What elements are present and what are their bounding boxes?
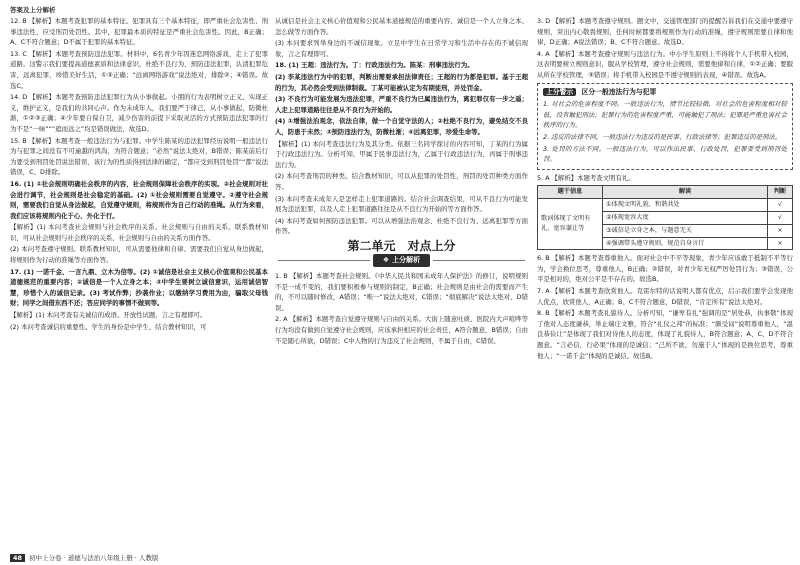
page-number: 48	[10, 554, 25, 562]
table-mark: √	[768, 211, 793, 224]
answer-18-4: (4) ①增强法治观念，依法自律，做一个自觉守法的人；②杜绝不良行为，避免结交不良人，防患于未然；③预防违法行为，防微杜渐；④远离犯罪，珍爱生命等。	[275, 117, 528, 136]
table-header-row	[538, 186, 793, 199]
unit2-answer-1: 1. B 【解析】本题考查社会规则。《中华人民共和国未成年人保护法》的修订，说明规则不是一成不变的，我们要积极参与规则的制定，B正确；社会规则是由社会的需要而产生的，不可以随时修改，A错误；“唯一”说法太绝对，C错误；“彻底解决”说法太绝对，D错误。	[275, 272, 528, 312]
warning-title	[543, 87, 787, 98]
analysis-table	[537, 185, 793, 250]
column-right	[537, 16, 793, 362]
warning-line-3: 3. 处罚的方法不同。一般违法行为，可以作出民事、行政处罚，犯罪要受到刑罚处罚。	[543, 144, 787, 164]
header-label: 答案及上分解析	[10, 6, 56, 14]
answer-18-3: (3) 不良行为可能发展为违法犯罪，严重不良行为已属违法行为，离犯罪仅有一步之遥；人走上犯罪道路往往是从不良行为开始的。	[275, 95, 528, 114]
column-left	[10, 16, 268, 333]
bookmark-icon: ❖	[382, 256, 390, 265]
analysis-18-1: 【解析】(1) 本问考查违法行为及其分类。依据三名同学探讨的内容可知，丁某的行为属于行政违法行为。分析可知，甲属于民事违法行为，乙属于行政违法行为，丙属于刑事违法行为。	[275, 139, 528, 169]
answer-12: 12. B 【解析】本题考查犯罪的基本特征。犯罪具有三个基本特征，即严重社会危害性、刑事违法性、应受刑罚处罚性。其中，犯罪最本质的特征是严重社会危害性。因此，B正确；A、C不符合题意；D不属于犯罪的基本特征。	[10, 17, 268, 47]
answer-17: 17. (1) 一诺千金、一言九鼎、立木为信等。(2) ①诚信是社会主义核心价值观和公民基本道德规范的重要内容；②诚信是一个人立身之本；③中学生要树立诚信意识，运用诚信智慧，珍惜个人的诚信记录。(3) 考试作弊；抄袭作业；以缴纳学习费用为由，骗取父母钱财；同学之间借东西不还；答应同学的事情不做到等。	[10, 267, 268, 308]
answer-13: 13. C 【解析】本题考查预防违法犯罪。材料中，6名青少年因迷恋网络游戏，走上了犯罪道路。这警示我们要提高道德素质和法律意识，杜绝不良行为，预防违法犯罪，认清犯罪危害，远离犯罪，珍惜美好生活，①③正确；“远离网络游戏”说法绝对，排除②；④错误。故选C。	[10, 49, 268, 90]
table-row	[538, 199, 793, 212]
unit2-answer-2: 2. A 【解析】本题考查自觉遵守规则与自由的关系。大街上随意吐痰、医院内大声喧哗等行为均没有做到自觉遵守社会规则，应该承担相应的社会责任，A符合题意，B错误；自由不是随心所欲，D错误；C中人物的行为违反了社会规则，不属于自由，C错误。	[275, 315, 528, 345]
banner-label: 上分解析	[392, 256, 421, 265]
table-mark: ×	[768, 224, 793, 237]
warning-box	[537, 83, 793, 170]
analysis-17-cont: 从诚信是社会主义核心价值观和公民基本道德规范的重要内容、诚信是一个人立身之本、怎么做等方面作答。	[275, 17, 528, 36]
unit2-answer-8: 8. B 【解析】本题考查礼貌待人。分析可知，“谦卑有礼”强调的是“居处恭，执事敬”体现了他对人态度谦恭，举止端庄文雅，符合“礼仪之邦”的标准；“颇受词”说明尊重他人，“温良恭俭让”是体现了我们对待他人的态度，体现了礼貌待人，B符合题意；A、C、D不符合题意。“言必信，行必果”体现的是诚信；“己所不欲，勿施于人”体现的是换位思考，尊重他人；“一诺千金”体现的是诚信。故选B。	[537, 309, 793, 360]
table-cell: ④强调带头遵守规则，规范自身言行	[603, 237, 768, 250]
unit2-answer-6: 6. B 【解析】本题考查尊重他人。面对社会中不平等现象，青少年应该敢于抵制不平等行为，学会换位思考，尊重他人，B正确；②错误，对青少年无权严厉处罚行为；③错误，公平是相对的，绝对公平是不存在的。故选B。	[537, 254, 793, 284]
section-banner	[275, 254, 528, 267]
warning-heading: 区分一般违法行为与犯罪	[581, 87, 657, 96]
analysis-17-2: (2) 本问考查诚信的重要性。学生的身份是中学生，结合教材知识，可	[10, 322, 207, 331]
analysis-17-3: (3) 本问要求列举身边的不诚信现象。立足中学生在日常学习和生活中存在的不诚信现象，言之有理即可。	[275, 39, 528, 58]
table-cell: ②体现宽容大度	[603, 211, 768, 224]
answer-15: 15. B 【解析】本题考查一般违法行为与犯罪。中学生陈某的违法犯罪经历说明一般违法行为与犯罪之间没有不可逾越的鸿沟，为符合题意；“必然”说法太绝对，B错误；陈某前后行为要受到刑罚处罚说法错误，该行为的性质得到法律的确定，“都应受到刑罚处罚”“都”说法错误，C、D排除。	[10, 136, 268, 177]
banner-rule-right	[433, 260, 525, 261]
analysis-16-2: (2) 本问考查遵守规则。联系教材知识，可从需要他律和自律、需要我们自觉从身边做起，将规则作为行动的准绳等方面作答。	[10, 245, 268, 265]
table-topic-cell: 歌词体现了文明有礼、宽容谦让等	[538, 199, 603, 250]
table-header: 判断	[768, 186, 793, 199]
table-cell: ①体现文明礼貌、和谐共处	[603, 199, 768, 212]
column-middle	[275, 16, 528, 347]
unit2-answer-5: 5. A 【解析】本题考查文明有礼。	[537, 173, 635, 182]
warning-badge: 上分警示	[543, 88, 576, 96]
banner-label-box	[373, 254, 430, 267]
footer-title: 初中上分卷 · 道德与法治八年级上册 · 人教版	[29, 554, 159, 562]
analysis-18-2: (2) 本问考查刑罚的种类。结合教材知识，可以从犯罪的处罚性，刑罚的处罚种类方面作答。	[275, 172, 528, 191]
table-mark: ×	[768, 237, 793, 250]
banner-rule-left	[278, 260, 370, 261]
analysis-17-1: 【解析】(1) 本问考查有关诚信的成语。开放性试题，言之有理即可。	[10, 311, 207, 320]
analysis-16-1: 【解析】(1) 本问考查社会规则与社会秩序的关系、社会规则与自由的关系。联系教材知识，可从社会规则与社会秩序的关系、社会规则与自由的关系方面作答。	[10, 223, 268, 242]
answer-18-1: 18. (1) 王超：违法行为。丁：行政违法行为。陈某：刑事违法行为。	[275, 61, 474, 70]
analysis-18-4: (4) 本问考查如何预防违法犯罪。可以从增强法治观念、杜绝不良行为、远离犯罪等方面作答。	[275, 216, 528, 236]
warning-line-1: 1. 对社会的危害程度不同。一般违法行为，情节比较轻微，对社会的危害程度相对较低，没有触犯刑法；犯罪行为的危害程度严重，可能触犯了刑法；犯罪是严重危害社会秩序的行为。	[543, 100, 787, 130]
warning-line-2: 2. 违反的法律不同。一般违法行为违反的是民事、行政法律等；犯罪违反的是刑法。	[543, 132, 782, 141]
page-footer	[10, 553, 158, 562]
table-header: 解读	[603, 186, 768, 199]
unit2-answer-3: 3. D 【解析】本题考查遵守规则。题文中，交通管理部门的提醒告诉我们在交通中要遵守规则，突出内心敬畏规则，任何时候都要将规则作为行动的准绳，遵守规则需要自律和他律，D正确；A说法错误；B、C不符合题意。故选D。	[537, 17, 793, 47]
unit2-answer-4: 4. A 【解析】本题考查遵守规则与违法行为。中小学生原则上不得将个人手机带入校园，这表明要树立规则意识，服从学校管理，遵守社会规则，需要他律和自律，①②正确；要服从所在学校管理，③错误；将手机带入校园是不遵守规则的表现，④错误。故选A。	[537, 49, 793, 79]
unit2-answer-7: 7. A 【解析】本题考查欣赏他人。克雷尔特的话说明人都有优点，启示我们要学会发现他人优点，欣赏他人，A正确；B、C不符合题意，D错误，“肯定所有”说法太绝对。	[537, 287, 793, 306]
answer-14: 14. D 【解析】本题考查预防违法犯罪行为从小事做起。小朋的行为表明树立正义、实现正义，维护正义，是我们的共同心声。作为未成年人，我们要严于律己，从小事做起，防微杜渐，①②③正确；④少年要自保自卫，减少伤害的前提下采取灵活的方式预防违法犯罪的行为不是“一味”“”遮而远之”均是错误做法，故选D。	[10, 93, 268, 133]
unit-title: 第二单元 对点上分	[347, 238, 456, 253]
table-mark: √	[768, 199, 793, 212]
answer-18-2: (2) 李某违法行为中的犯罪，判断出需要承担法律责任；王超的行为都是犯罪。基于王超的行为，其必然会受到法律制裁。丁某可能被认定为有期徒刑，并处罚金。	[275, 72, 528, 92]
analysis-18-3: (3) 本问考查未成年人是怎样走上犯罪道路的。结合社会调查结果，可从不良行为可能发展为违法犯罪，以及人走上犯罪道路往往是从不良行为开始的等方面作答。	[275, 194, 528, 214]
table-cell: ③诚信是立身之本，与题意无关	[603, 224, 768, 237]
table-header: 题干信息	[538, 186, 603, 199]
answer-16: 16. (1) ①社会规则明确社会秩序的内容，社会规则保障社会秩序的实现。②社会规则对社会进行调节，社会规则是社会稳定的基础。(2) ①社会规则需要自觉遵守。②遵守社会规则，需要我们自觉从身边做起，自觉遵守规则，将规则作为自己行动的准绳。从行为来看，我们应该将规则内化于心、外化于行。	[10, 179, 268, 220]
